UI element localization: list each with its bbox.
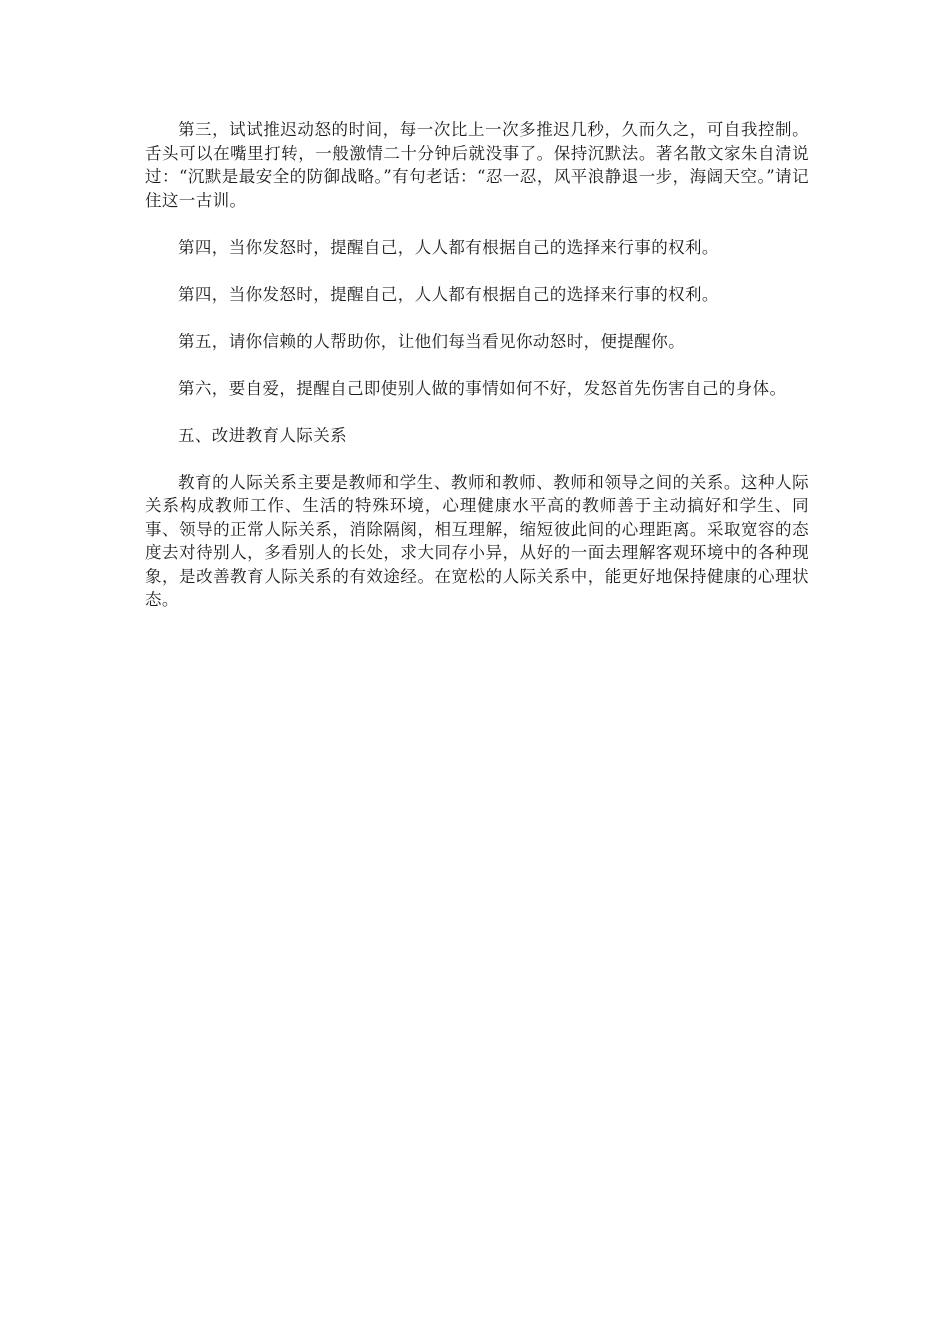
section-heading: 五、改进教育人际关系 xyxy=(178,425,347,445)
paragraph-sixth-tip: 第六，要自爱，提醒自己即使别人做的事情如何不好，发怒首先伤害自己的身体。 xyxy=(178,378,787,398)
paragraph-fourth-tip: 第四，当你发怒时，提醒自己，人人都有根据自己的选择来行事的权利。 xyxy=(178,237,719,257)
paragraph-fourth-tip-repeat: 第四，当你发怒时，提醒自己，人人都有根据自己的选择来行事的权利。 xyxy=(178,284,719,304)
paragraph-relationships: 教育的人际关系主要是教师和学生、教师和教师、教师和领导之间的关系。这种人际关系构成教师工作、生活的特殊环境，心理健康水平高的教师善于主动搞好和学生、同事、领导的正常人际关系，消除隔阂，相互理解，缩短彼此间的心理距离。采取宽容的态度去对待别人，多看别人的长处，求大同存小异，从好的一面去理解客观环境中的各种现象，是改善教育人际关系的有效途经。在宽松的人际关系中，能更好地保持健康的心理状态。 xyxy=(145,472,809,609)
paragraph-fifth-tip: 第五，请你信赖的人帮助你，让他们每当看见你动怒时，便提醒你。 xyxy=(178,331,685,351)
paragraph-third-tip: 第三，试试推迟动怒的时间，每一次比上一次多推迟几秒，久而久之，可自我控制。舌头可以在嘴里打转，一般激情二十分钟后就没事了。保持沉默法。著名散文家朱自清说过：“沉默是最安全的防御战略。”有句老话：“忍一忍，风平浪静退一步，海阔天空。”请记住这一古训。 xyxy=(145,120,809,210)
document-page xyxy=(145,118,809,635)
